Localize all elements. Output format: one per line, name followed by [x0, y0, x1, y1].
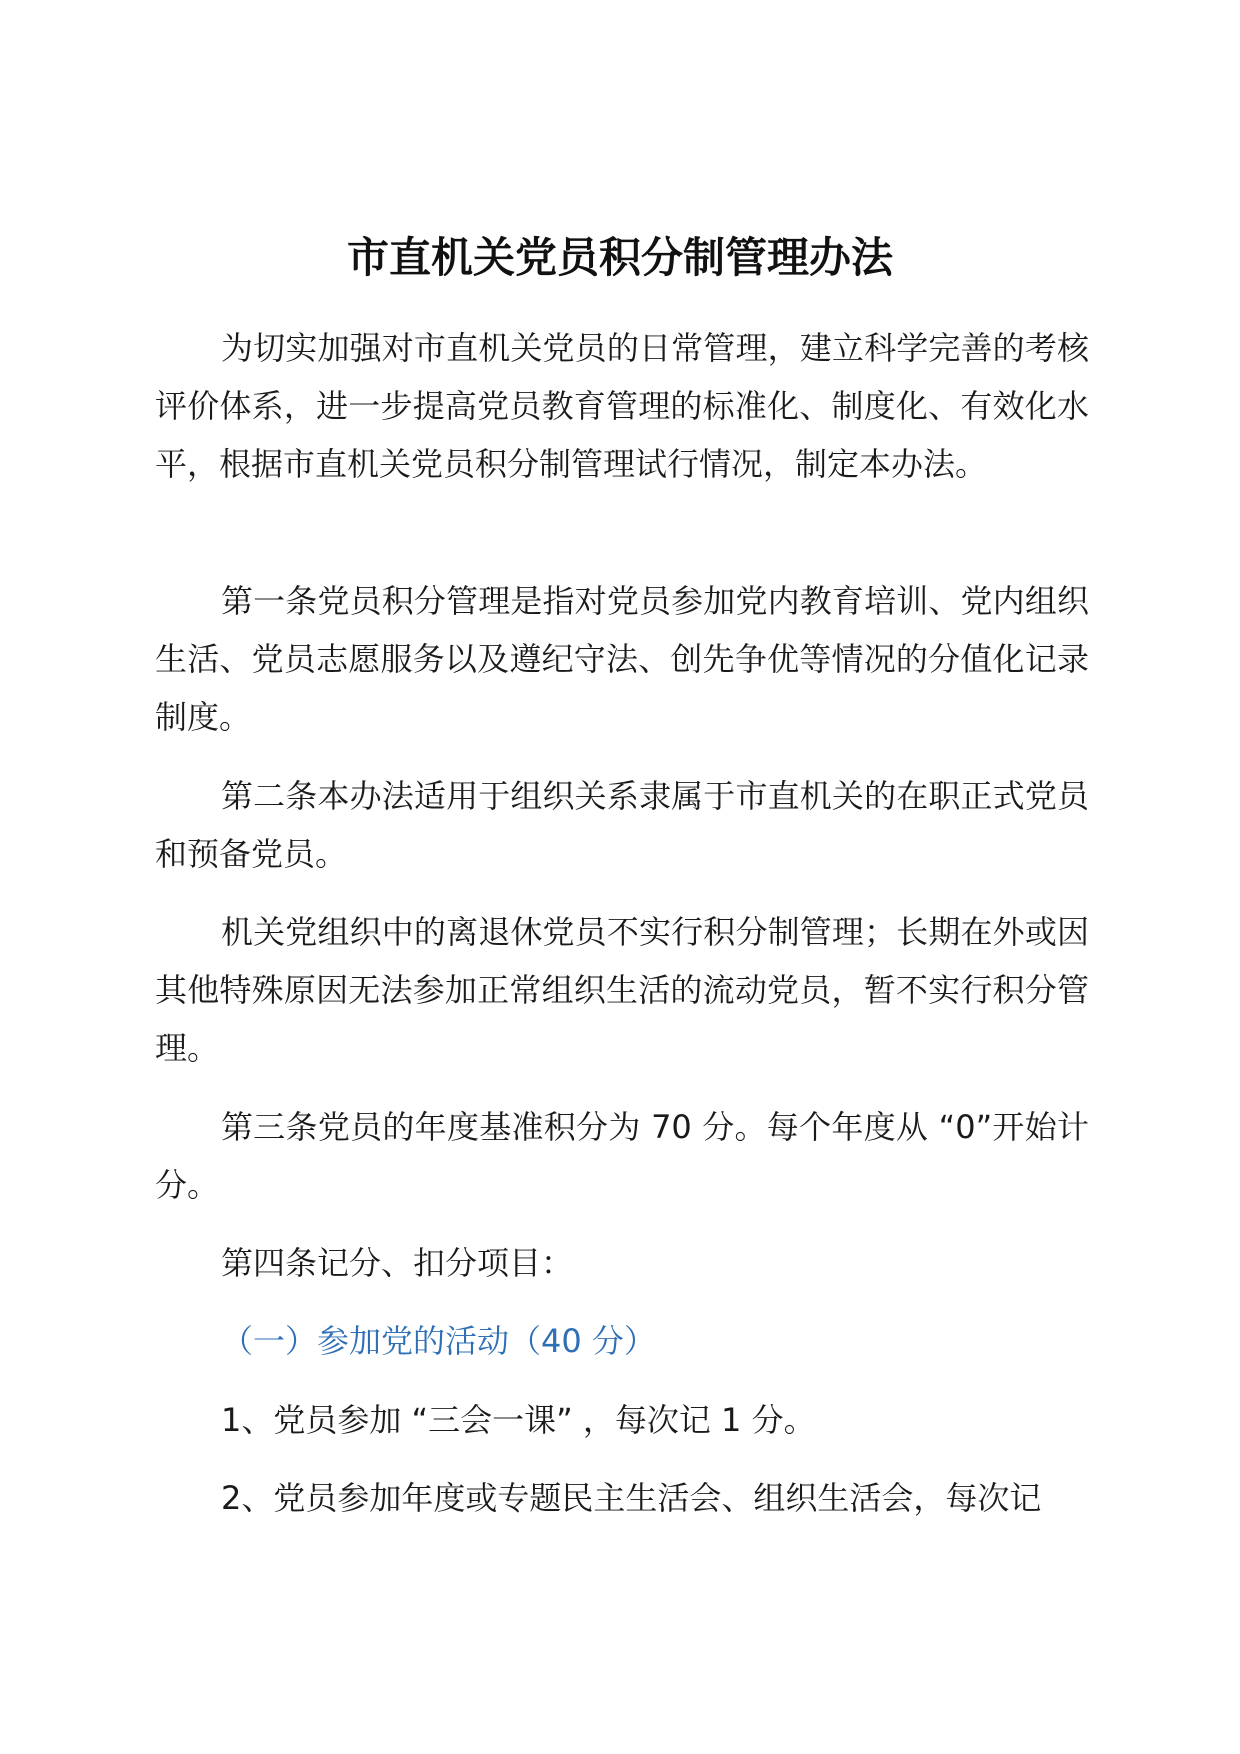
section-heading-party-activities: （一）参加党的活动（40 分） — [221, 1322, 656, 1360]
retired-members-paragraph: 机关党组织中的离退休党员不实行积分制管理；长期在外或因其他特殊原因无法参加正常组织生活的流动党员，暂不实行积分管理。 — [155, 913, 1089, 1067]
article-4-paragraph: 第四条记分、扣分项目： — [221, 1244, 574, 1282]
list-item: 2、党员参加年度或专题民主生活会、组织生活会，每次记 — [221, 1479, 1042, 1517]
article-3-paragraph: 第三条党员的年度基准积分为 70 分。每个年度从 “0”开始计分。 — [155, 1108, 1089, 1204]
intro-paragraph: 为切实加强对市直机关党员的日常管理，建立科学完善的考核评价体系，进一步提高党员教育管理的标准化、制度化、有效化水平，根据市直机关党员积分制管理试行情况，制定本办法。 — [155, 329, 1089, 483]
article-1-paragraph: 第一条党员积分管理是指对党员参加党内教育培训、党内组织生活、党员志愿服务以及遵纪守法、创先争优等情况的分值化记录制度。 — [155, 582, 1089, 736]
document-title: 市直机关党员积分制管理办法 — [346, 233, 893, 282]
article-2-paragraph: 第二条本办法适用于组织关系隶属于市直机关的在职正式党员和预备党员。 — [155, 777, 1089, 873]
list-item: 1、党员参加 “三会一课” ，每次记 1 分。 — [221, 1401, 816, 1439]
